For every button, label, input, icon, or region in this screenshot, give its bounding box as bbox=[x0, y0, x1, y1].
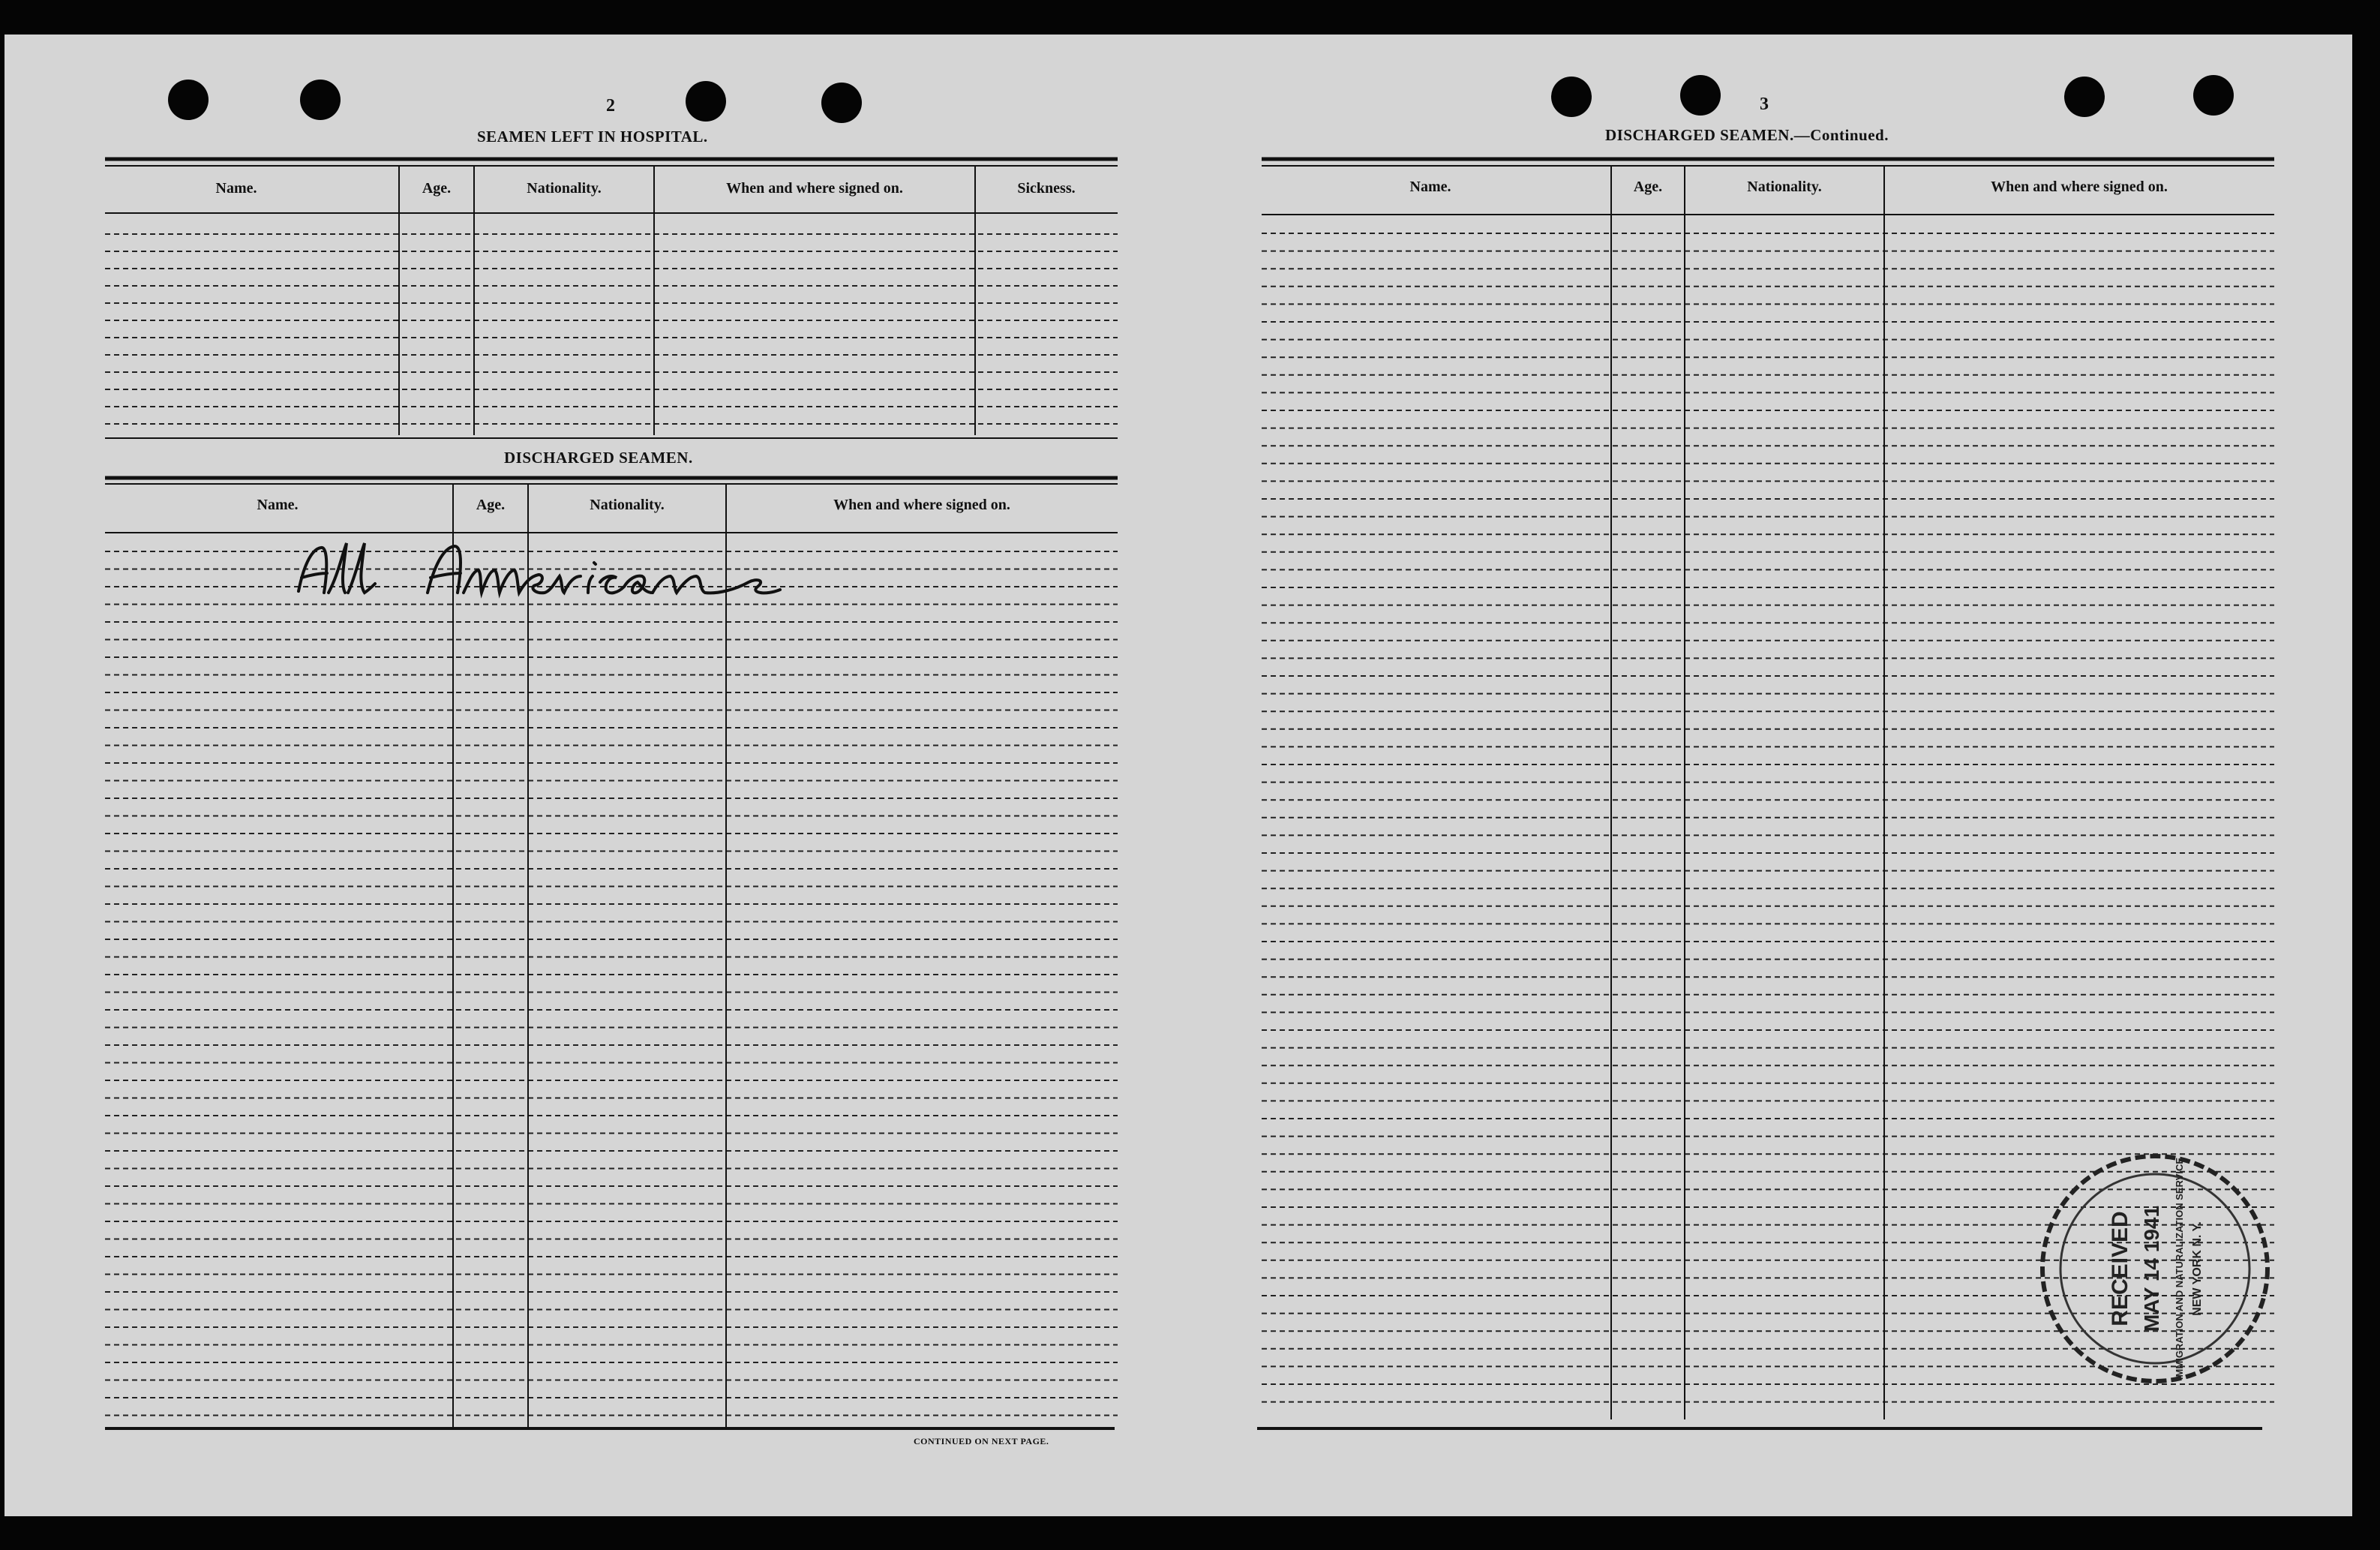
right-col-nationality: Nationality. bbox=[1747, 179, 1822, 195]
right-col-signed-on: When and where signed on. bbox=[1991, 179, 2168, 195]
received-stamp-seal bbox=[2031, 1145, 2279, 1392]
received-stamp bbox=[2031, 1145, 2279, 1396]
hospital-col-name: Name. bbox=[215, 180, 257, 197]
svg-text:IMMIGRATION AND NATURALIZATION: IMMIGRATION AND NATURALIZATION SERVICE bbox=[2174, 1157, 2185, 1380]
hospital-col-sickness: Sickness. bbox=[1017, 180, 1076, 197]
discharged-continued-title: DISCHARGED SEAMEN.—Continued. bbox=[1605, 126, 1889, 144]
continued-footer: CONTINUED ON NEXT PAGE. bbox=[914, 1436, 1049, 1446]
page-number-right: 3 bbox=[1760, 95, 1769, 114]
right-col-age: Age. bbox=[1633, 179, 1663, 195]
hospital-col-nationality: Nationality. bbox=[527, 180, 602, 197]
svg-text:NEW YORK N. Y.: NEW YORK N. Y. bbox=[2191, 1221, 2204, 1316]
discharged-col-nationality: Nationality. bbox=[590, 497, 665, 513]
discharged-col-name: Name. bbox=[257, 497, 299, 513]
page-number-left: 2 bbox=[606, 96, 615, 116]
right-col-name: Name. bbox=[1409, 179, 1451, 195]
hospital-section-title: SEAMEN LEFT IN HOSPITAL. bbox=[477, 128, 708, 146]
svg-text:MAY 14 1941: MAY 14 1941 bbox=[2140, 1205, 2163, 1332]
hospital-col-age: Age. bbox=[422, 180, 452, 197]
discharged-col-age: Age. bbox=[476, 497, 506, 513]
hospital-col-signed-on: When and where signed on. bbox=[726, 180, 903, 197]
discharged-section-title: DISCHARGED SEAMEN. bbox=[504, 449, 693, 467]
svg-text:RECEIVED: RECEIVED bbox=[2108, 1211, 2132, 1326]
discharged-col-signed-on: When and where signed on. bbox=[833, 497, 1010, 513]
